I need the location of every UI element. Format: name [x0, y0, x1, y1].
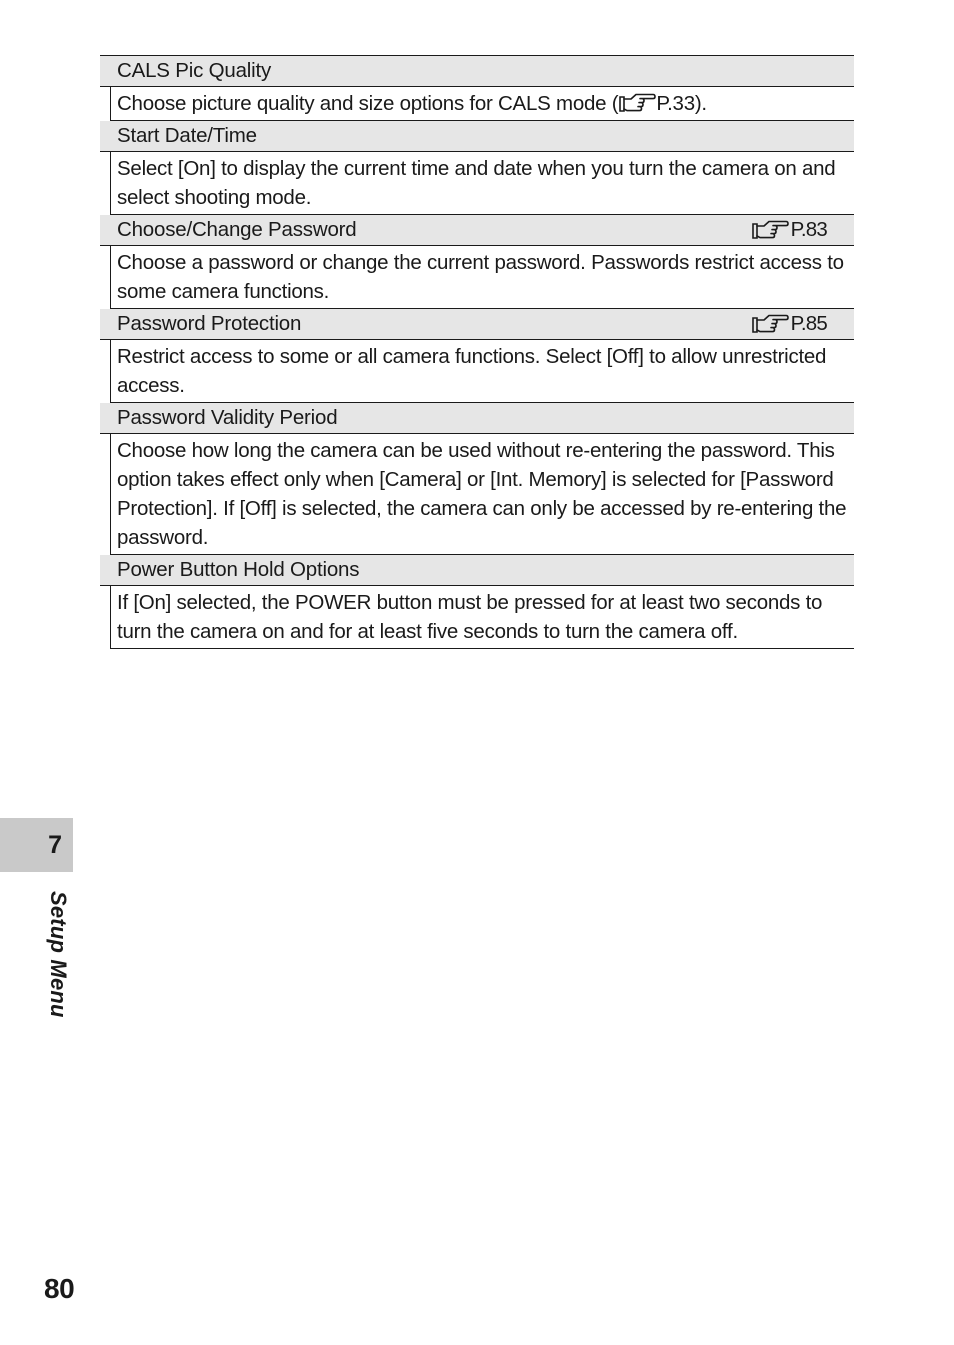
entry-header: [100, 121, 854, 152]
entry-description: Choose a password or change the current password. Passwords restrict access to some camera functions.: [110, 246, 854, 309]
entry-title: Password Validity Period: [117, 406, 338, 429]
description-text: ).: [694, 92, 707, 115]
entry-header: [100, 215, 854, 246]
entry-title: Choose/Change Password: [117, 218, 357, 241]
page-reference[interactable]: [751, 218, 827, 242]
chapter-label: Setup Menu: [46, 891, 71, 1018]
settings-table: [100, 55, 854, 649]
entry-password-validity-period: [100, 403, 854, 555]
entry-description: [110, 87, 854, 121]
page-reference-label: P.83: [790, 218, 827, 241]
page-reference-link[interactable]: P.33: [656, 92, 695, 115]
entry-description: If [On] selected, the POWER button must be pressed for at least two seconds to turn the camera on and for at least five seconds to turn the camera off.: [110, 586, 854, 649]
page-reference[interactable]: [751, 312, 827, 336]
entry-header: [100, 309, 854, 340]
entry-description: Select [On] to display the current time and date when you turn the camera on and select shooting mode.: [110, 152, 854, 215]
pointing-hand-icon: [751, 313, 789, 335]
entry-start-date-time: [100, 121, 854, 215]
entry-password-protection: [100, 309, 854, 403]
entry-header: [100, 403, 854, 434]
page-reference-label: P.85: [790, 312, 827, 335]
entry-header: [100, 555, 854, 586]
chapter-tab: [0, 818, 73, 872]
entry-description: Choose how long the camera can be used without re-entering the password. This option takes effect only when [Camera] or [Int. Memory] is selected for [Password Protection]. If [Off] is selected, the camera can only be accessed by re-entering the password.: [110, 434, 854, 555]
entry-header: [100, 56, 854, 87]
chapter-number: 7: [48, 830, 62, 859]
description-text: Choose picture quality and size options for CALS mode (: [117, 92, 619, 115]
page-number: 80: [44, 1273, 75, 1304]
entry-title: CALS Pic Quality: [117, 59, 272, 82]
entry-cals-pic-quality: [100, 56, 854, 121]
entry-choose-change-password: [100, 215, 854, 309]
entry-title: Power Button Hold Options: [117, 558, 360, 581]
entry-power-button-hold-options: [100, 555, 854, 649]
entry-title: Password Protection: [117, 312, 302, 335]
entry-description: Restrict access to some or all camera functions. Select [Off] to allow unrestricted access.: [110, 340, 854, 403]
entry-title: Start Date/Time: [117, 124, 257, 147]
pointing-hand-icon: [751, 219, 789, 241]
pointing-hand-icon: [618, 92, 656, 114]
